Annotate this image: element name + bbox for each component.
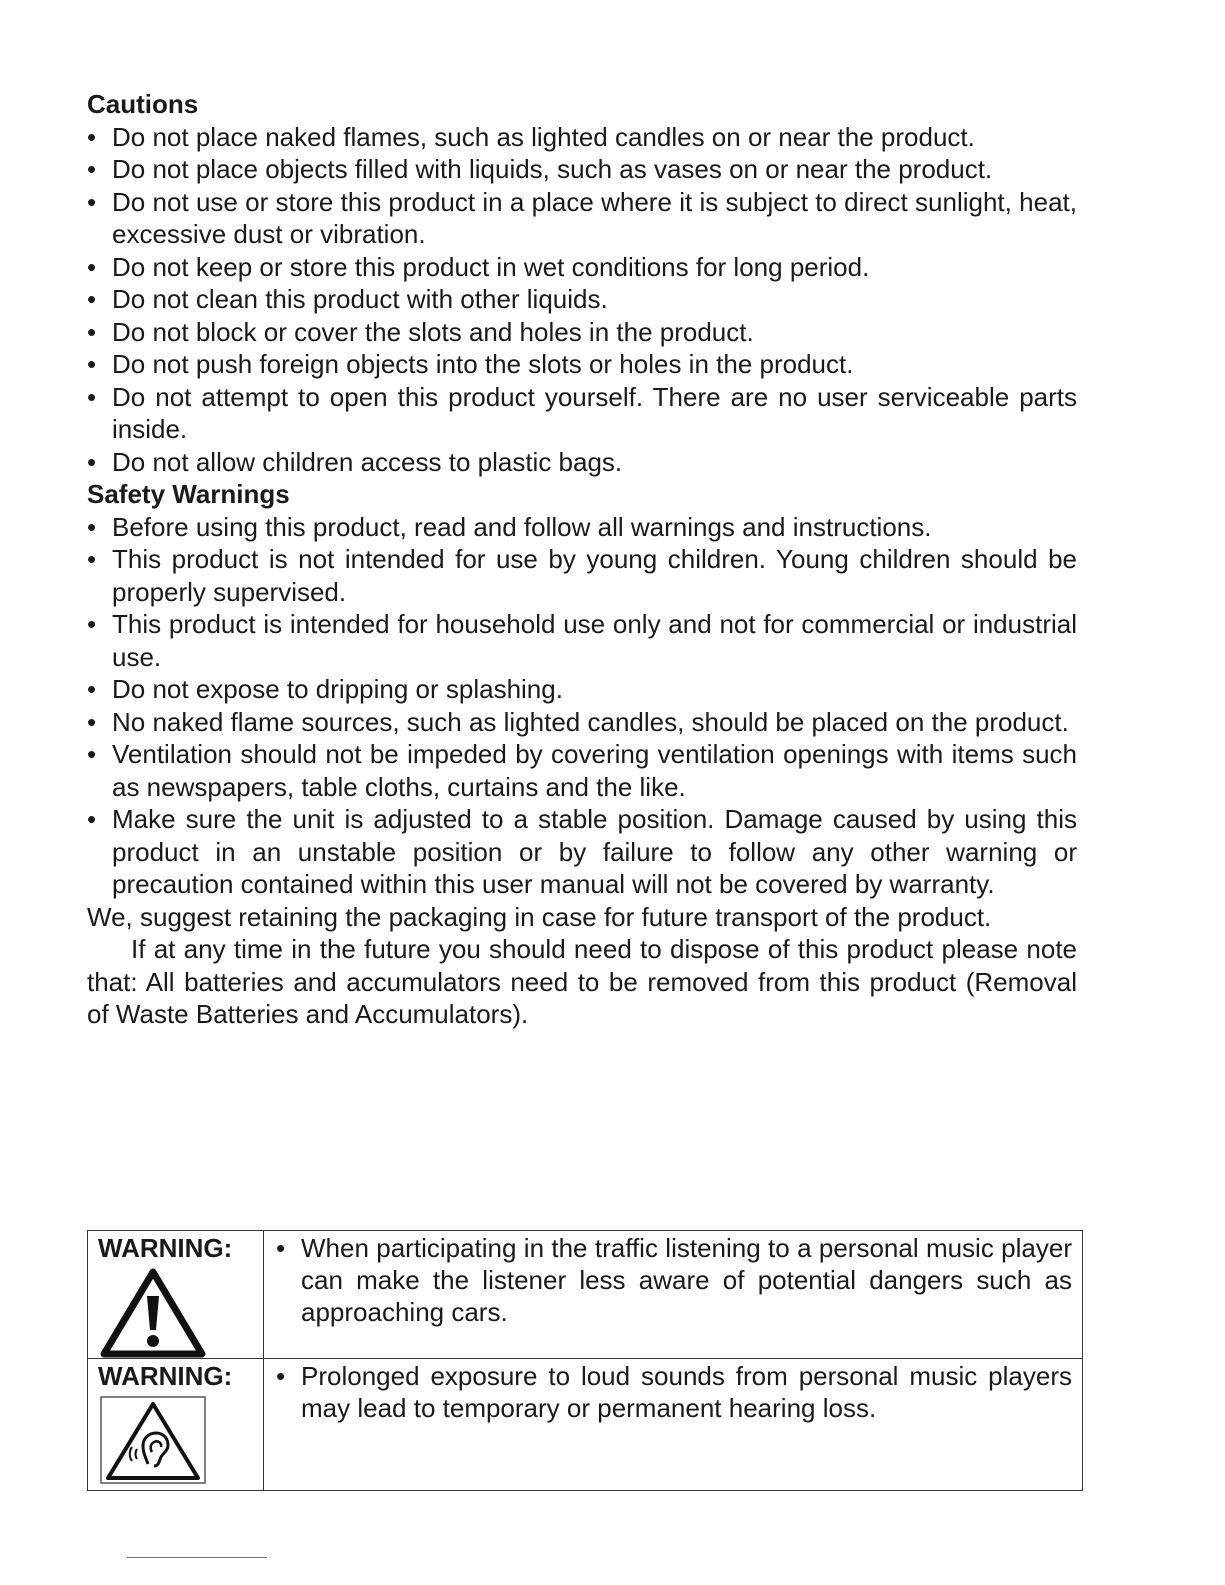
caution-item: • Do not use or store this product in a place where it is subject to direct sunlight, heat, excessive dust or vibration.	[87, 186, 1077, 251]
warning-row	[88, 1359, 1083, 1491]
warning-table	[87, 1230, 1083, 1491]
disposal-note: If at any time in the future you should need to dispose of this product please note that: All batteries and accumulators need to be removed from this product (Removal of Waste Batteries and Accumulators).	[87, 934, 1077, 1029]
warning-text: • When participating in the traffic listening to a personal music player can make the listener less aware of potential dangers such as approaching cars.	[276, 1232, 1072, 1328]
warning-label: WARNING:	[98, 1233, 233, 1263]
warning-label-cell	[88, 1231, 264, 1359]
warning-text-cell	[264, 1231, 1083, 1359]
cautions-heading: Cautions	[87, 89, 199, 119]
safety-warnings-heading: Safety Warnings	[87, 479, 290, 509]
warning-text: • Prolonged exposure to loud sounds from personal music players may lead to temporary or permanent hearing loss.	[276, 1360, 1072, 1424]
safety-item: • This product is not intended for use by young children. Young children should be properly supervised.	[87, 543, 1077, 608]
caution-item: • Do not attempt to open this product yourself. There are no user serviceable parts inside.	[87, 381, 1077, 446]
exclamation-warning-icon	[98, 1266, 208, 1358]
manual-page	[87, 88, 1077, 1031]
caution-item: • Do not clean this product with other liquids.	[87, 283, 1077, 316]
safety-item: • Make sure the unit is adjusted to a stable position. Damage caused by using this product in an unstable position or by failure to follow any other warning or precaution contained within this user manual will not be covered by warranty.	[87, 803, 1077, 901]
footer-rule	[127, 1557, 267, 1558]
safety-item: • Ventilation should not be impeded by covering ventilation openings with items such as newspapers, table cloths, curtains and the like.	[87, 738, 1077, 803]
caution-item: • Do not push foreign objects into the slots or holes in the product.	[87, 348, 1077, 381]
safety-item: • No naked flame sources, such as lighted candles, should be placed on the product.	[87, 706, 1077, 739]
warning-label: WARNING:	[98, 1361, 233, 1391]
warning-list	[276, 1360, 1072, 1424]
warning-row	[88, 1231, 1083, 1359]
safety-item: • Do not expose to dripping or splashing.	[87, 673, 1077, 706]
safety-warnings-list	[87, 511, 1077, 901]
cautions-list	[87, 121, 1077, 479]
warning-text-cell	[264, 1359, 1083, 1491]
caution-item: • Do not place naked flames, such as lighted candles on or near the product.	[87, 121, 1077, 154]
caution-item: • Do not block or cover the slots and holes in the product.	[87, 316, 1077, 349]
hearing-warning-icon	[98, 1394, 208, 1486]
safety-item: • This product is intended for household use only and not for commercial or industrial use.	[87, 608, 1077, 673]
safety-item: • Before using this product, read and follow all warnings and instructions.	[87, 511, 1077, 544]
caution-item: • Do not keep or store this product in wet conditions for long period.	[87, 251, 1077, 284]
warning-label-cell	[88, 1359, 264, 1491]
caution-item: • Do not allow children access to plastic bags.	[87, 446, 1077, 479]
packaging-note: We, suggest retaining the packaging in case for future transport of the product.	[87, 901, 992, 932]
warning-list	[276, 1232, 1072, 1328]
caution-item: • Do not place objects filled with liquids, such as vases on or near the product.	[87, 153, 1077, 186]
